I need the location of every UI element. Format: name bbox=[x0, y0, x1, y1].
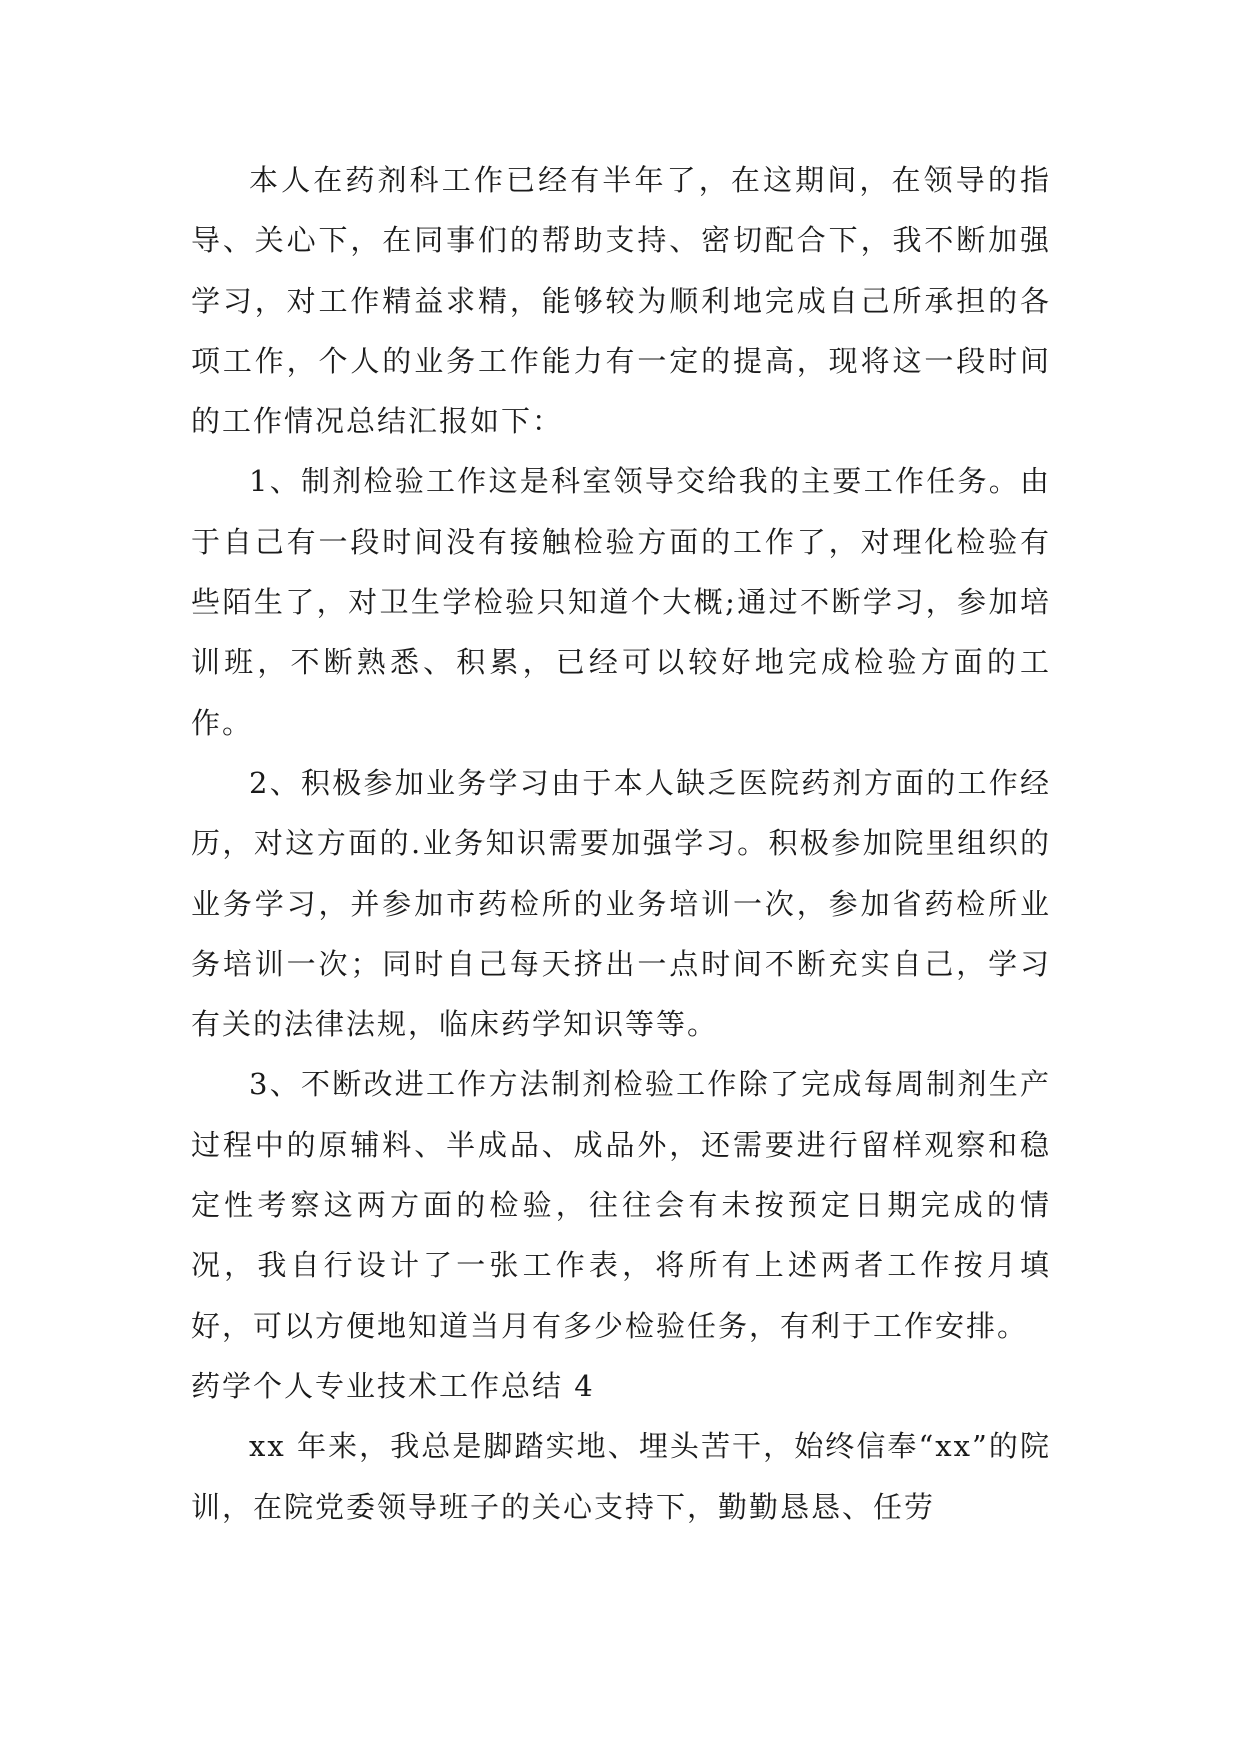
document-body bbox=[191, 150, 1051, 1537]
section-heading: 药学个人专业技术工作总结 4 bbox=[191, 1368, 595, 1403]
paragraph-item-3: 3、不断改进工作方法制剂检验工作除了完成每周制剂生产过程中的原辅料、半成品、成品外，还需要进行留样观察和稳定性考察这两方面的检验，往往会有未按预定日期完成的情况，我自行设计了一张工作表，将所有上述两者工作按月填好，可以方便地知道当月有多少检验任务，有利于工作安排。 bbox=[191, 1067, 1051, 1343]
paragraph-closing: xx 年来，我总是脚踏实地、埋头苦干，始终信奉“xx”的院训，在院党委领导班子的关心支持下，勤勤恳恳、任劳 bbox=[191, 1429, 1051, 1524]
paragraph-intro: 本人在药剂科工作已经有半年了，在这期间，在领导的指导、关心下，在同事们的帮助支持、密切配合下，我不断加强学习，对工作精益求精，能够较为顺利地完成自己所承担的各项工作，个人的业务工作能力有一定的提高，现将这一段时间的工作情况总结汇报如下： bbox=[191, 163, 1051, 439]
paragraph-item-1: 1、制剂检验工作这是科室领导交给我的主要工作任务。由于自己有一段时间没有接触检验方面的工作了，对理化检验有些陌生了，对卫生学检验只知道个大概;通过不断学习，参加培训班，不断熟悉、积累，已经可以较好地完成检验方面的工作。 bbox=[191, 464, 1051, 740]
paragraph-item-2: 2、积极参加业务学习由于本人缺乏医院药剂方面的工作经历，对这方面的.业务知识需要加强学习。积极参加院里组织的业务学习，并参加市药检所的业务培训一次，参加省药检所业务培训一次；同时自己每天挤出一点时间不断充实自己，学习有关的法律法规，临床药学知识等等。 bbox=[191, 765, 1051, 1042]
